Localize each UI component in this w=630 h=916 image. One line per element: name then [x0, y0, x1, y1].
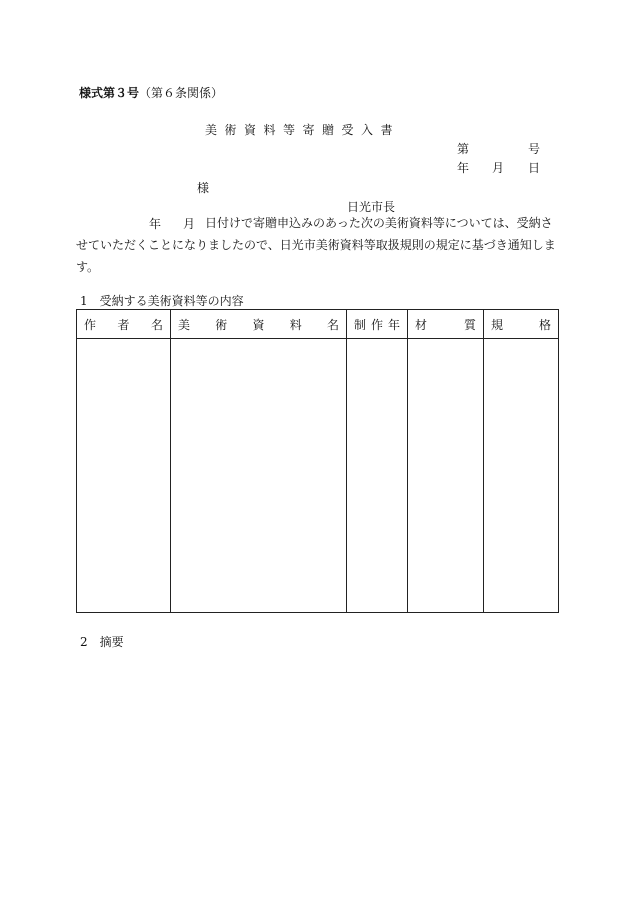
date-day: 日 — [528, 161, 541, 175]
header-material-name: 美術資料名 — [171, 310, 347, 339]
header-author: 作者名 — [77, 310, 171, 339]
form-label — [79, 87, 223, 99]
form-relation: （第６条関係） — [139, 86, 224, 100]
form-number: 様式第３号 — [79, 86, 140, 100]
section1-heading: 1 受納する美術資料等の内容 — [80, 294, 244, 308]
cell-dimensions — [484, 339, 559, 613]
table-row — [77, 339, 559, 613]
cell-author — [77, 339, 171, 613]
doc-number-prefix: 第 — [457, 142, 470, 156]
header-material: 材質 — [408, 310, 484, 339]
doc-number-suffix: 号 — [528, 142, 541, 156]
issuer: 日光市長 — [347, 200, 396, 214]
header-dimensions: 規格 — [484, 310, 559, 339]
body-month: 月 — [183, 217, 196, 231]
body-year: 年 — [149, 217, 162, 231]
document-title: 美術資料等寄贈受入書 — [205, 123, 401, 137]
cell-material — [408, 339, 484, 613]
cell-material-name — [171, 339, 347, 613]
body-text: 日付けで寄贈申込みのあった次の美術資料等については、受納させていただくことになりましたので、日光市美術資料等取扱規則の規定に基づき通知します。 — [76, 216, 556, 274]
header-year-made: 制作年 — [347, 310, 408, 339]
date-month: 月 — [492, 161, 505, 175]
cell-year-made — [347, 339, 408, 613]
table-header-row — [77, 310, 559, 339]
recipient-honorific: 様 — [197, 181, 210, 195]
section2-heading: 2 摘要 — [80, 635, 124, 649]
items-table — [76, 309, 559, 613]
date-year: 年 — [457, 161, 470, 175]
